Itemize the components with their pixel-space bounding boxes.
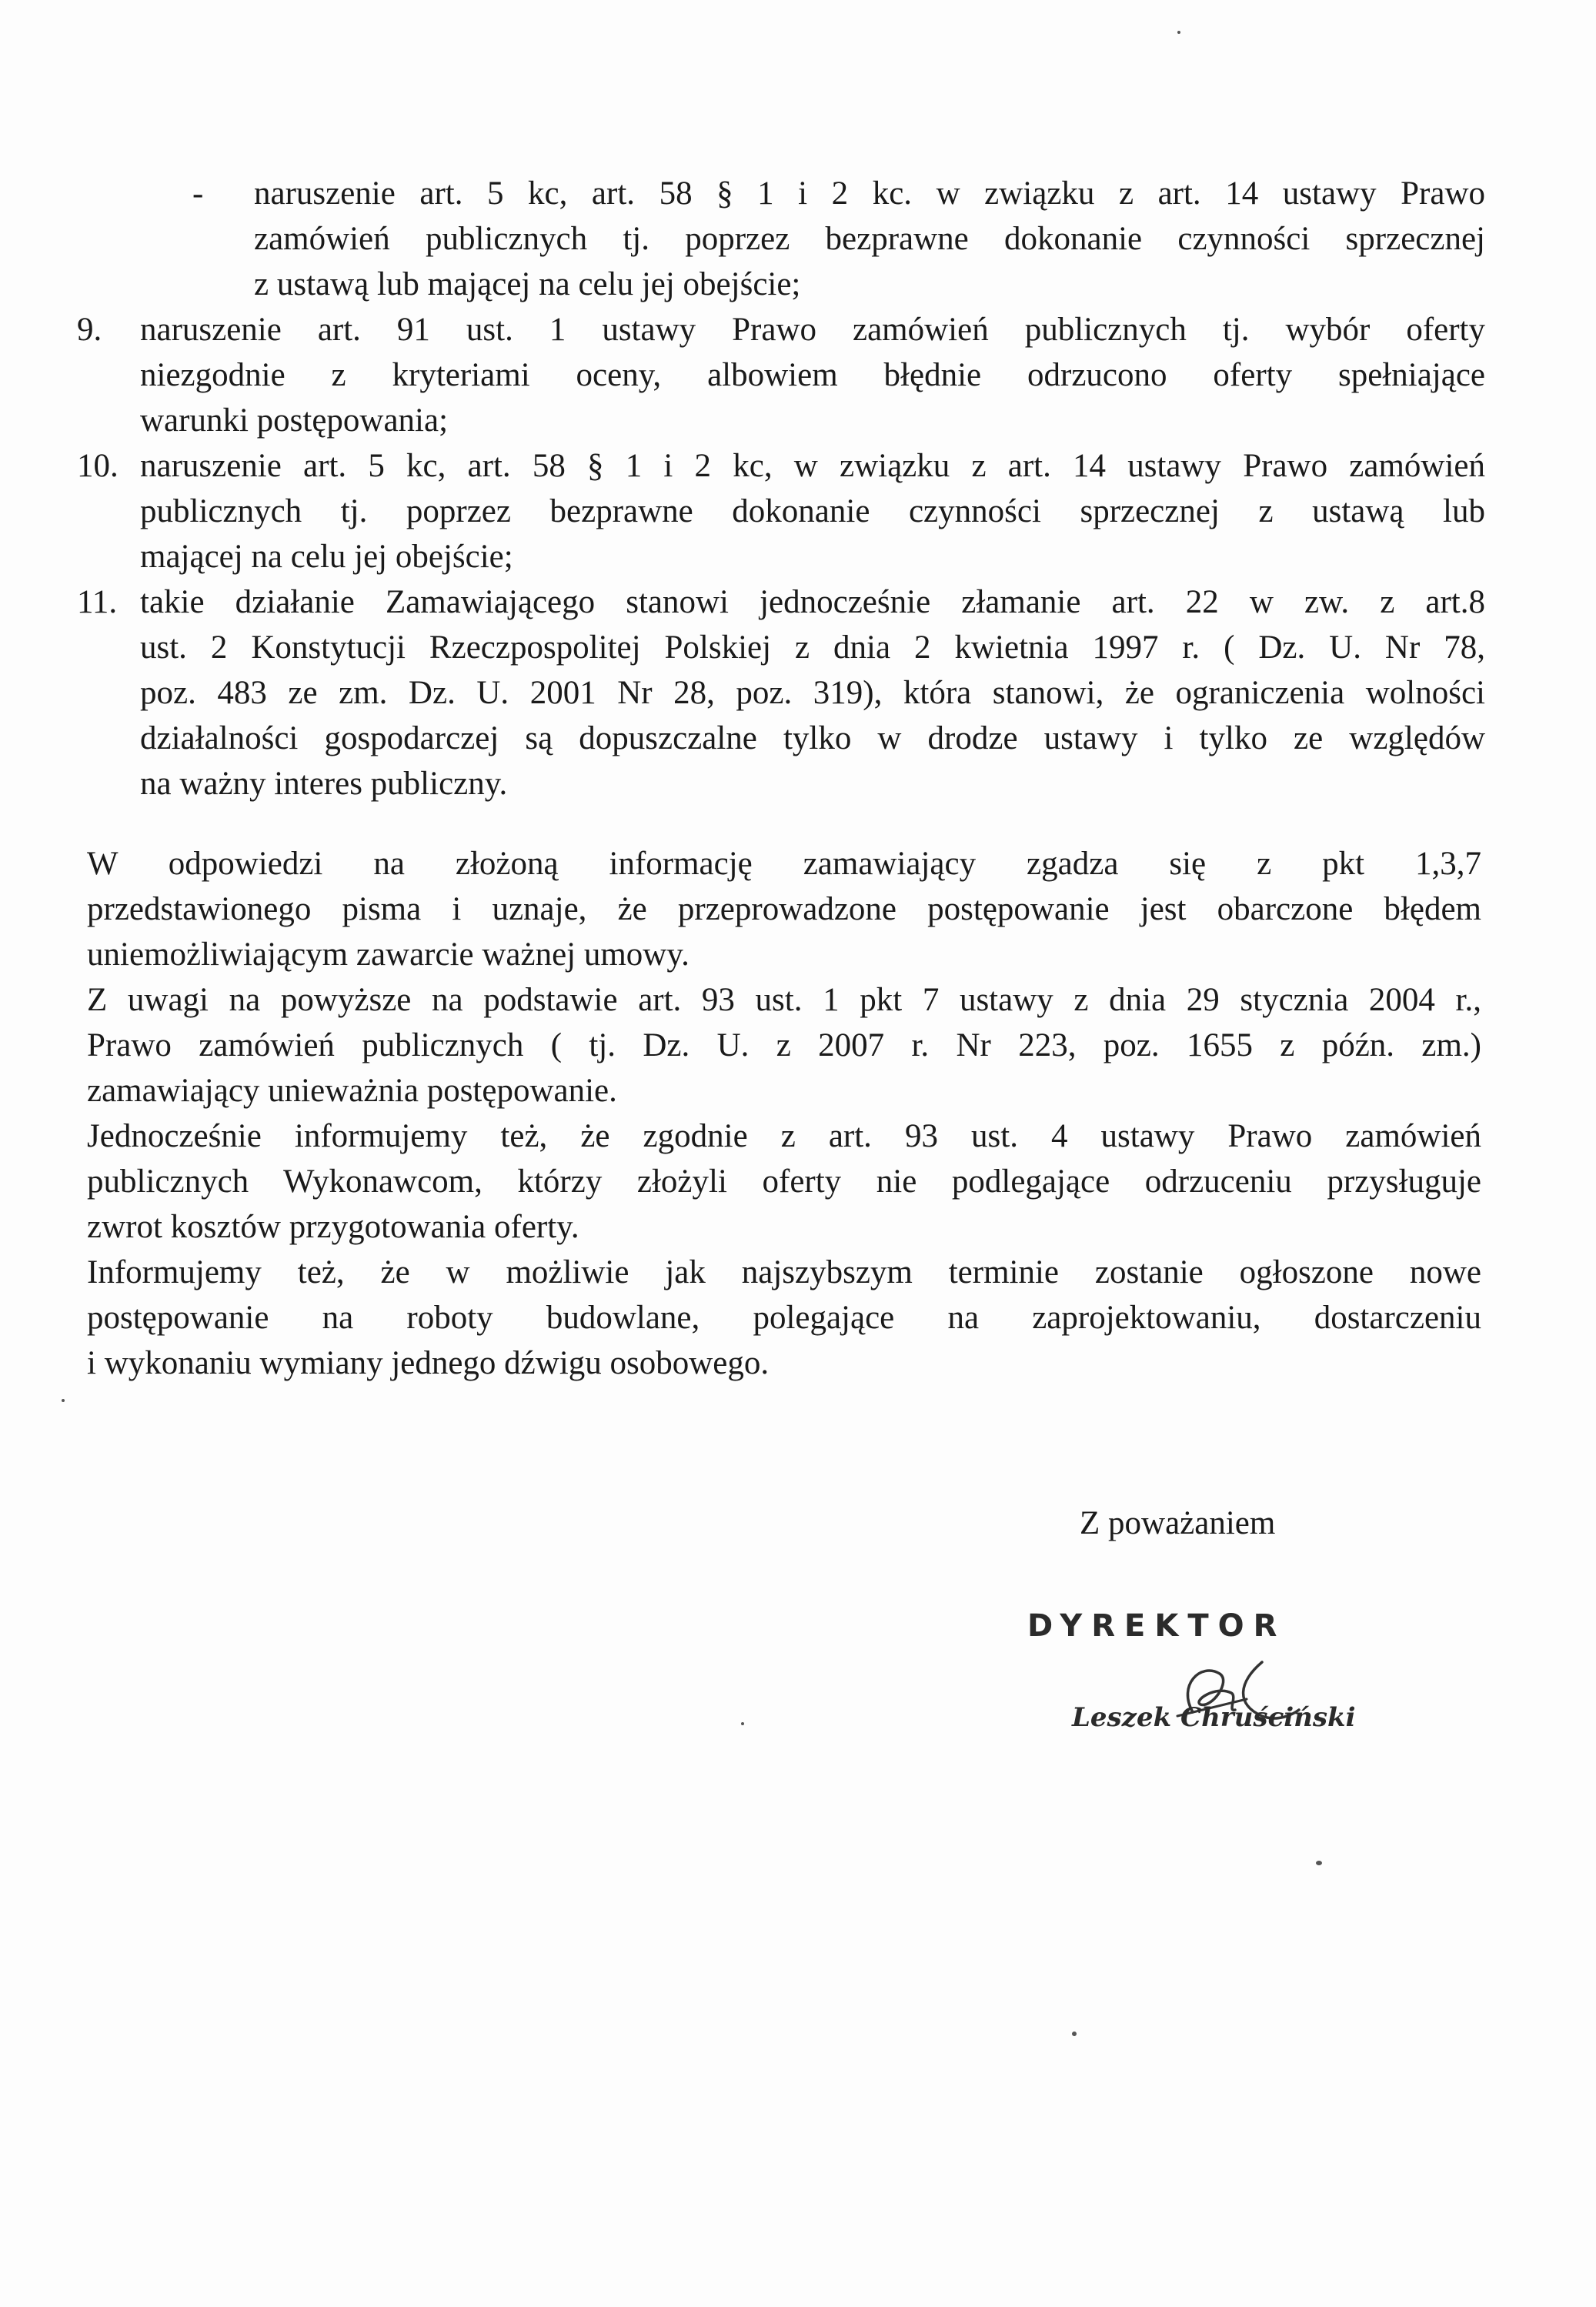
list-item — [77, 171, 1485, 307]
violations-list — [77, 171, 1485, 806]
list-item — [77, 443, 1485, 579]
text-line: przedstawionego pisma i uznaje, że przeprowadzone postępowanie jest obarczone błędem — [87, 891, 1481, 927]
list-item — [77, 579, 1485, 806]
text-line: Jednocześnie informujemy też, że zgodnie z art. 93 ust. 4 ustawy Prawo zamówień — [87, 1118, 1481, 1154]
body-paragraphs — [87, 841, 1481, 1386]
list-item — [77, 307, 1485, 443]
paragraph — [87, 977, 1481, 1113]
text-line: uniemożliwiającym zawarcie ważnej umowy. — [87, 936, 689, 973]
stamp-title: DYREKTOR — [1027, 1608, 1287, 1644]
text-line: ust. 2 Konstytucji Rzeczpospolitej Polskiej z dnia 2 kwietnia 1997 r. ( Dz. U. Nr 78, — [140, 629, 1485, 666]
text-line: i wykonaniu wymiany jednego dźwigu osobowego. — [87, 1345, 770, 1381]
text-line: W odpowiedzi na złożoną informację zamawiający zgadza się z pkt 1,3,7 — [87, 846, 1481, 882]
text-line: naruszenie art. 5 kc, art. 58 § 1 i 2 kc. w związku z art. 14 ustawy Prawo — [254, 175, 1485, 212]
text-line: naruszenie art. 5 kc, art. 58 § 1 i 2 kc, w związku z art. 14 ustawy Prawo zamówień — [140, 448, 1485, 484]
paragraph — [87, 1250, 1481, 1386]
stamp-name: Leszek Chruściński — [1072, 1702, 1356, 1733]
list-item-marker: 10. — [77, 448, 119, 484]
text-line: działalności gospodarczej są dopuszczalne tylko w drodze ustawy i tylko ze względów — [140, 720, 1485, 756]
scan-speck — [741, 1722, 744, 1725]
list-item-marker: 11. — [77, 584, 118, 620]
scan-speck — [62, 1399, 65, 1402]
scan-speck — [1072, 2032, 1077, 2036]
scan-speck — [1316, 1861, 1322, 1865]
paragraph — [87, 1113, 1481, 1250]
text-line: Informujemy też, że w możliwie jak najszybszym terminie zostanie ogłoszone nowe — [87, 1254, 1481, 1290]
list-item-marker: - — [192, 175, 204, 212]
director-stamp — [1020, 1608, 1374, 1762]
text-line: publicznych tj. poprzez bezprawne dokonanie czynności sprzecznej z ustawą lub — [140, 493, 1485, 529]
text-line: takie działanie Zamawiającego stanowi jednocześnie złamanie art. 22 w zw. z art.8 — [140, 584, 1485, 620]
text-line: z ustawą lub mającej na celu jej obejście; — [254, 266, 801, 302]
text-line: naruszenie art. 91 ust. 1 ustawy Prawo zamówień publicznych tj. wybór oferty — [140, 312, 1485, 348]
text-line: poz. 483 ze zm. Dz. U. 2001 Nr 28, poz. 319), która stanowi, że ograniczenia wolności — [140, 675, 1485, 711]
closing-salutation: Z poważaniem — [1080, 1505, 1276, 1541]
text-line: Prawo zamówień publicznych ( tj. Dz. U. z 2007 r. Nr 223, poz. 1655 z późn. zm.) — [87, 1027, 1481, 1063]
text-line: zamówień publicznych tj. poprzez bezprawne dokonanie czynności sprzecznej — [254, 221, 1485, 257]
text-line: zwrot kosztów przygotowania oferty. — [87, 1209, 579, 1245]
text-line: postępowanie na roboty budowlane, polegające na zaprojektowaniu, dostarczeniu — [87, 1300, 1481, 1336]
scan-speck — [1177, 31, 1180, 34]
text-line: Z uwagi na powyższe na podstawie art. 93 ust. 1 pkt 7 ustawy z dnia 29 stycznia 2004 r., — [87, 982, 1481, 1018]
text-line: zamawiający unieważnia postępowanie. — [87, 1073, 617, 1109]
text-line: mającej na celu jej obejście; — [140, 539, 513, 575]
text-line: niezgodnie z kryteriami oceny, albowiem błędnie odrzucono oferty spełniające — [140, 357, 1485, 393]
list-item-marker: 9. — [77, 312, 102, 348]
text-line: warunki postępowania; — [140, 402, 449, 439]
text-line: publicznych Wykonawcom, którzy złożyli oferty nie podlegające odrzuceniu przysługuje — [87, 1164, 1481, 1200]
text-line: na ważny interes publiczny. — [140, 766, 508, 802]
paragraph — [87, 841, 1481, 977]
